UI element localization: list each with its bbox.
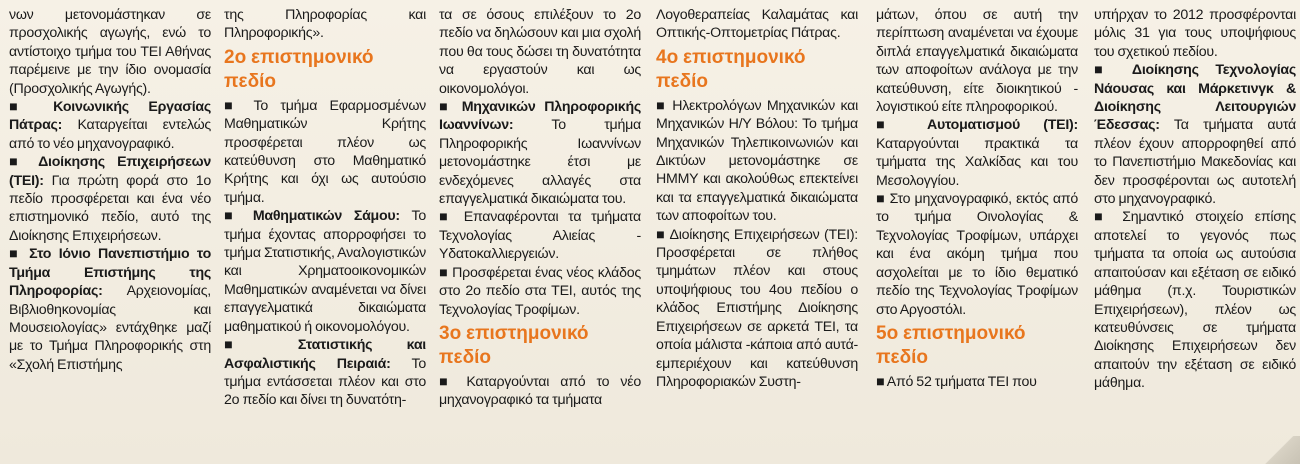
paragraph: ■ Μαθηματικών Σάμου: Το τμήμα έχοντας απορροφήσει το τμήμα Στατιστικής, Αναλογιστικών και Χρηματοοικονομικών Μαθηματικών αναμένεται να δίνει επαγγελματικά δικαιώματα μαθηματικού ή οικονομολόγου. bbox=[224, 208, 426, 335]
item-heading: ■ Αυτοματισμού (ΤΕΙ): bbox=[876, 117, 1078, 134]
paragraph: ■ Στο μηχανογραφικό, εκτός από το τμήμα Οινολογίας & Τεχνολογίας Τροφίμων, υπάρχει και ένα ακόμη τμήμα που ασχολείται με το ίδιο θεματικό πεδίο της Τεχνολογίας Τροφίμων στο Αργοστόλι. bbox=[876, 191, 1078, 318]
section-heading-2: 2ο επιστημονικό πεδίο bbox=[224, 46, 374, 92]
section-heading-5: 5ο επιστημονικό πεδίο bbox=[876, 322, 1026, 368]
paragraph: ■ Διοίκησης Επιχειρήσεων (ΤΕΙ): Προσφέρεται σε πλήθος τμημάτων πλέον και στους υποψήφιους του 4ου πεδίου ο κλάδος Επιστήμης Διοίκησης Επιχειρήσεων σε αρκετά ΤΕΙ, τα οποία μάλιστα -κάποια από αυτά- εμπεριέχουν και κατεύθυνση Πληροφοριακών Συστη- bbox=[656, 226, 858, 390]
article-column-1 bbox=[9, 6, 211, 374]
paragraph: ■ Στατιστικής και Ασφαλιστικής Πειραιά: Το τμήμα εντάσσεται πλέον και στο 2ο πεδίο και δίνει τη δυνατότη- bbox=[224, 337, 426, 409]
paragraph: ■ Αυτοματισμού (ΤΕΙ): Καταργούνται πρακτικά τα τμήματα της Χαλκίδας και του Μεσολογγίου. bbox=[876, 117, 1078, 189]
section-heading-4: 4ο επιστημονικό πεδίο bbox=[656, 46, 806, 92]
paragraph: ■ Κοινωνικής Εργασίας Πάτρας: Καταργείται εντελώς από το νέο μηχανογραφικό. bbox=[9, 99, 211, 152]
paragraph: ■ Το τμήμα Εφαρμοσμένων Μαθηματικών Κρήτης προσφέρεται πλέον ως κατεύθυνση στο Μαθηματικό Κρήτης και όχι ως αυτούσιο τμήμα. bbox=[224, 97, 426, 206]
item-heading: ■ Στατιστικής και Ασφαλιστικής Πειραιά: bbox=[224, 337, 426, 372]
paragraph: υπήρχαν το 2012 προσφέρονται μόλις 31 για τους υποψήφιους του σχετικού πεδίου. bbox=[1094, 7, 1296, 60]
item-heading: ■ Μηχανικών Πληροφορικής Ιωαννίνων: bbox=[439, 99, 641, 134]
paragraph: ■ Διοίκησης Τεχνολογίας Νάουσας και Μάρκετινγκ & Διοίκησης Λειτουργιών Έδεσσας: Τα τμήματα αυτά πλέον έχουν απορροφηθεί από το Πανεπιστήμιο Μακεδονίας και δεν προσφέρονται ως αυτοτελή στο μηχανογραφικό. bbox=[1094, 62, 1296, 208]
paragraph: ■ Στο Ιόνιο Πανεπιστήμιο το Τμήμα Επιστήμης της Πληροφορίας: Αρχειονομίας, Βιβλιοθηκονομίας και Μουσειολογίας» εντάχθηκε μαζί με το Τμήμα Πληροφορικής στη «Σχολή Επιστήμης bbox=[9, 246, 211, 373]
paragraph: της Πληροφορίας και Πληροφορικής». bbox=[224, 7, 426, 42]
paragraph: μάτων, όπου σε αυτή την περίπτωση αναμένεται να έχουμε διπλά επαγγελματικά δικαιώματα των αποφοίτων ανάλογα με την κατεύθυνση, είτε διοικητικού - λογιστικού είτε πληροφορικού. bbox=[876, 7, 1078, 116]
item-heading: ■ Κοινωνικής Εργασίας Πάτρας: bbox=[9, 99, 211, 134]
item-heading: ■ Στο Ιόνιο Πανεπιστήμιο το Τμήμα Επιστήμης της Πληροφορίας: bbox=[9, 246, 211, 300]
item-heading: ■ Μαθηματικών Σάμου: bbox=[224, 208, 400, 225]
article-column-2 bbox=[224, 6, 426, 410]
article-column-6 bbox=[1094, 6, 1296, 393]
section-heading-3: 3ο επιστημονικό πεδίο bbox=[439, 322, 589, 368]
item-heading: ■ Διοίκησης Επιχειρήσεων (ΤΕΙ): bbox=[9, 154, 211, 189]
paragraph: ■ Διοίκησης Επιχειρήσεων (ΤΕΙ): Για πρώτη φορά στο 1ο πεδίο προσφέρεται και ένα νέο επιστημονικό πεδίο, αυτό της Διοίκησης Επιχειρήσεων. bbox=[9, 154, 211, 244]
paragraph: ■ Ηλεκτρολόγων Μηχανικών και Μηχανικών Η/Υ Βόλου: Το τμήμα Μηχανικών Τηλεπικοινωνιών και Δικτύων μετονομάστηκε σε ΗΜΜΥ και ακολούθως επεκτείνει και τα επαγγελματικά δικαιώματα των αποφοίτων του. bbox=[656, 97, 858, 225]
paragraph: ■ Μηχανικών Πληροφορικής Ιωαννίνων: Το τμήμα Πληροφορικής Ιωαννίνων μετονομάστηκε έτσι με ενδεχόμενες αλλαγές στα επαγγελματικά δικαιώματα του. bbox=[439, 99, 641, 208]
item-heading: ■ Διοίκησης Τεχνολογίας Νάουσας και Μάρκετινγκ & Διοίκησης Λειτουργιών Έδεσσας: bbox=[1094, 62, 1296, 134]
paragraph: ■ Καταργούνται από το νέο μηχανογραφικό τα τμήματα bbox=[439, 373, 641, 409]
article-column-4 bbox=[656, 6, 858, 391]
paragraph: Λογοθεραπείας Καλαμάτας και Οπτικής-Οπτομετρίας Πάτρας. bbox=[656, 7, 858, 42]
page-corner-fold bbox=[1260, 436, 1300, 464]
paragraph: τα σε όσους επιλέξουν το 2ο πεδίο να δηλώσουν και μια σχολή που θα τους δώσει τη δυνατότητα να εργαστούν και ως οικονομολόγοι. bbox=[439, 7, 641, 97]
paragraph: νων μετονομάστηκαν σε προσχολικής αγωγής, ενώ το αντίστοιχο τμήμα του ΤΕΙ Αθήνας παρέμεινε με την ίδιο ονομασία (Προσχολικής Αγωγής). bbox=[9, 7, 211, 97]
article-column-5 bbox=[876, 6, 1078, 391]
paragraph: ■ Επαναφέρονται τα τμήματα Τεχνολογίας Αλιείας - Υδατοκαλλιεργειών. bbox=[439, 209, 641, 263]
article-column-3 bbox=[439, 6, 641, 410]
paragraph: ■ Προσφέρεται ένας νέος κλάδος στο 2ο πεδίο στα ΤΕΙ, αυτός της Τεχνολογίας Τροφίμων. bbox=[439, 264, 641, 318]
paragraph: ■ Από 52 τμήματα ΤΕΙ που bbox=[876, 373, 1037, 390]
paragraph: ■ Σημαντικό στοιχείο επίσης αποτελεί το γεγονός πως τμήματα τα οποία ως αυτούσια απαιτούσαν και εξέταση σε ειδικό μάθημα (π.χ. Τουριστικών Επιχειρήσεων), πλέον ως κατευθύνσεις σε τμήματα Διοίκησης Επιχειρήσεων δεν απαιτούν την εξέταση σε ειδικό μάθημα. bbox=[1094, 209, 1296, 392]
